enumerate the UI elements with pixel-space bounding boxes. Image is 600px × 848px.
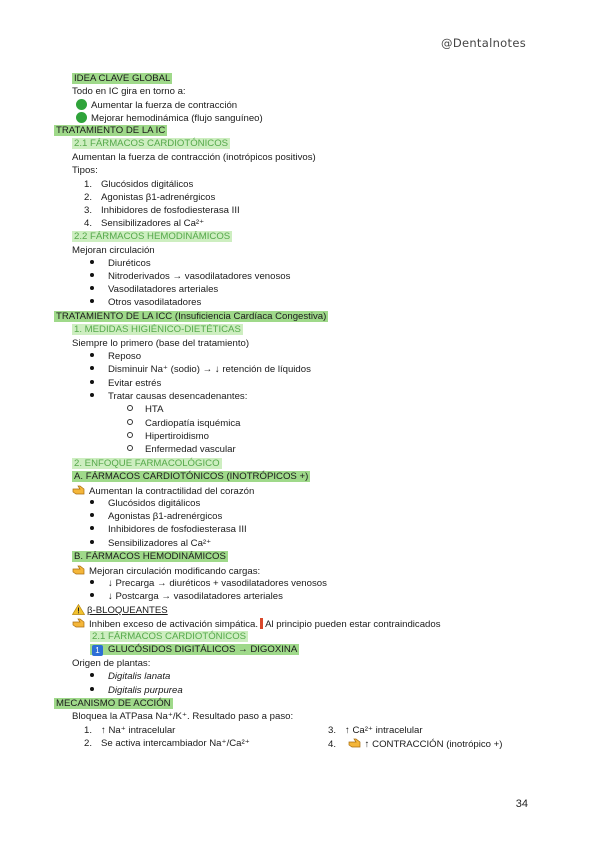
paragraph: Aumentan la fuerza de contracción (inotrópicos positivos) [72, 152, 316, 163]
sub-list-item: Enfermedad vascular [127, 444, 236, 456]
step-item: 4. ↑ CONTRACCIÓN (inotrópico +) [327, 739, 503, 750]
list-item: Reposo [90, 351, 141, 363]
warning-icon [72, 604, 85, 615]
idea-intro: Todo en IC gira en torno a: [72, 86, 186, 97]
list-item: ↓ Postcarga → vasodilatadores arteriales [90, 591, 283, 603]
step-item: 3. ↑ Ca²⁺ intracelular [327, 725, 423, 736]
key-point: Inhiben exceso de activación simpática. Al principio pueden estar contraindicados [72, 618, 441, 631]
idea-item: Mejorar hemodinámica (flujo sanguíneo) [76, 112, 263, 125]
list-item: Tratar causas desencadenantes: [90, 391, 247, 403]
list-item: Otros vasodilatadores [90, 297, 201, 309]
sub-list-item: Cardiopatía isquémica [127, 418, 240, 430]
list-item: Vasodilatadores arteriales [90, 284, 218, 296]
pointing-hand-icon [72, 565, 86, 575]
list-item: Nitroderivados → vasodilatadores venosos [90, 271, 290, 283]
watermark: @Dentalnotes [441, 36, 526, 50]
list-item: ↓ Precarga → diuréticos + vasodilatadores venosos [90, 578, 327, 590]
idea-title: IDEA CLAVE GLOBAL [74, 73, 171, 84]
section-title-icc: TRATAMIENTO DE LA ICC (Insuficiencia Cardíaca Congestiva) [56, 311, 327, 322]
section-title-mecanismo: MECANISMO DE ACCIÓN [56, 698, 171, 709]
exclamation-icon [260, 618, 263, 629]
key-point: Mejoran circulación modificando cargas: [72, 565, 260, 578]
list-item: Evitar estrés [90, 378, 161, 390]
subsection-title: 2. ENFOQUE FARMACOLÓGICO [74, 458, 220, 469]
sub-list-item: Hipertiroidismo [127, 431, 209, 443]
subsection-title: 2.1 FÁRMACOS CARDIOTÓNICOS [92, 631, 247, 642]
numbered-item: 2. Agonistas β1-adrenérgicos [83, 192, 216, 203]
step-item: 2. Se activa intercambiador Na⁺/Ca²⁺ [83, 738, 250, 749]
section-title-ic: TRATAMIENTO DE LA IC [56, 125, 166, 136]
idea-item: Aumentar la fuerza de contracción [76, 99, 237, 112]
numbered-item: 4. Sensibilizadores al Ca²⁺ [83, 218, 205, 229]
pointing-hand-icon [72, 485, 86, 495]
numbered-item: 1. Glucósidos digitálicos [83, 179, 194, 190]
list-item: Agonistas β1-adrenérgicos [90, 511, 222, 523]
subsection-title: 2.2 FÁRMACOS HEMODINÁMICOS [74, 231, 231, 242]
list-item: Inhibidores de fosfodiesterasa III [90, 524, 247, 536]
subsection-title: B. FÁRMACOS HEMODINÁMICOS [74, 551, 226, 562]
step-item: 1. ↑ Na⁺ intracelular [83, 725, 176, 736]
list-item: Glucósidos digitálicos [90, 498, 200, 510]
paragraph: Mejoran circulación [72, 245, 155, 256]
subsection-title: A. FÁRMACOS CARDIOTÓNICOS (INOTRÓPICOS +) [74, 471, 309, 482]
subsection-title: 2.1 FÁRMACOS CARDIOTÓNICOS [74, 138, 229, 149]
list-item: Digitalis purpurea [90, 685, 183, 697]
list-item: Sensibilizadores al Ca²⁺ [90, 538, 211, 550]
beta-title: β-BLOQUEANTES [72, 604, 168, 617]
paragraph: Tipos: [72, 165, 98, 176]
paragraph: Bloquea la ATPasa Na⁺/K⁺. Resultado paso a paso: [72, 711, 294, 722]
subsection-title: 1 GLUCÓSIDOS DIGITÁLICOS → DIGOXINA [90, 644, 299, 656]
page-number: 34 [515, 798, 528, 810]
paragraph: Siempre lo primero (base del tratamiento) [72, 338, 250, 349]
key-point: Aumentan la contractilidad del corazón [72, 485, 254, 498]
paragraph: Origen de plantas: [72, 658, 151, 669]
pointing-hand-icon [72, 618, 86, 628]
green-circle-icon [76, 112, 87, 123]
green-circle-icon [76, 99, 87, 110]
list-item: Disminuir Na⁺ (sodio) → ↓ retención de líquidos [90, 364, 311, 376]
pointing-hand-icon [348, 738, 362, 748]
numbered-item: 3. Inhibidores de fosfodiesterasa III [83, 205, 240, 216]
list-item: Diuréticos [90, 258, 151, 270]
number-one-icon: 1 [92, 645, 103, 656]
list-item: Digitalis lanata [90, 671, 170, 683]
sub-list-item: HTA [127, 404, 163, 416]
subsection-title: 1. MEDIDAS HIGIÉNICO-DIETÉTICAS [74, 324, 241, 335]
